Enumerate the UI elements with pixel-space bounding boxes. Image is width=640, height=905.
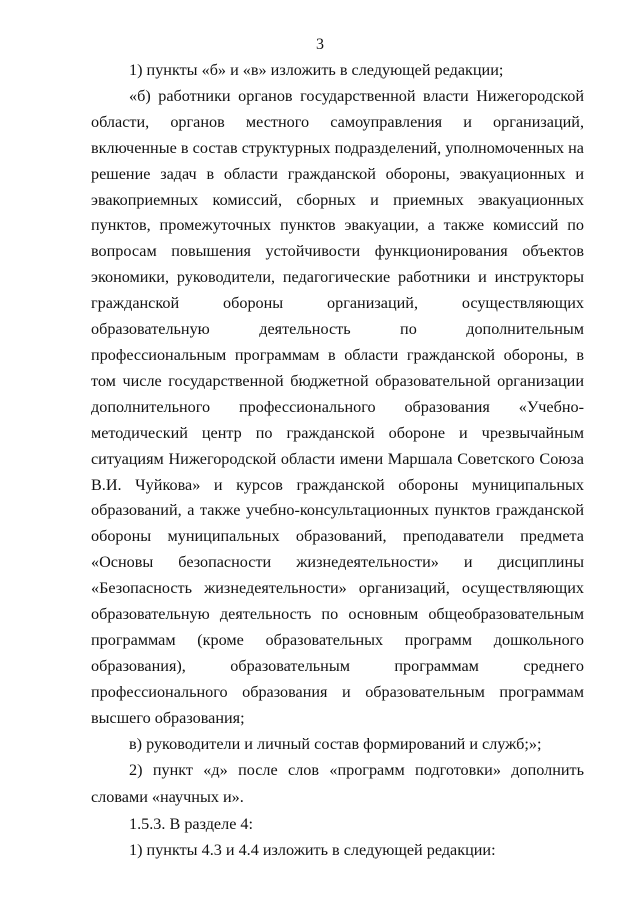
paragraph-amend-points-4-3-4-4: 1) пункты 4.3 и 4.4 изложить в следующей редакции:: [129, 841, 496, 860]
paragraph-amend-points-b-v: 1) пункты «б» и «в» изложить в следующей редакции;: [129, 61, 504, 79]
paragraph-section-4-heading: 1.5.3. В разделе 4:: [129, 814, 254, 833]
page-number: 3: [316, 36, 324, 53]
paragraph-amend-point-d: 2) пункт «д» после слов «программ подготовки» дополнить словами «научных и».: [91, 761, 584, 807]
paragraph-point-v-text: в) руководители и личный состав формирований и служб;»;: [129, 734, 542, 753]
document-body: [91, 58, 584, 864]
paragraph-point-b-text: «б) работники органов государственной власти Нижегородской области, органов местного самоуправления и организаций, включенные в состав структурных подразделений, уполномоченных на решение задач в области гражданской обороны, эвакуационных и эвакоприемных комиссий, сборных и приемных эвакуационных пунктов, промежуточных пунктов эвакуации, а также комиссий по вопросам повышения устойчивости функционирования объектов экономики, руководители, педагогические работники и инструкторы гражданской обороны организаций, осуществляющих образовательную деятельность по дополнительным профессиональным программам в области гражданской обороны, в том числе государственной бюджетной образовательной организации дополнительного профессионального образования «Учебно-методический центр по гражданской обороне и чрезвычайным ситуациям Нижегородской области имени Маршала Советского Союза В.И. Чуйкова» и курсов гражданской обороны муниципальных образований, а также учебно-консультационных пунктов гражданской обороны муниципальных образований, преподаватели предмета «Основы безопасности жизнедеятельности» и дисциплины «Безопасность жизнедеятельности» организаций, осуществляющих образовательную деятельность по основным общеобразовательным программам (кроме образовательных программ дошкольного образования), образовательным программам среднего профессионального образования и образовательным программам высшего образования;: [91, 86, 584, 727]
